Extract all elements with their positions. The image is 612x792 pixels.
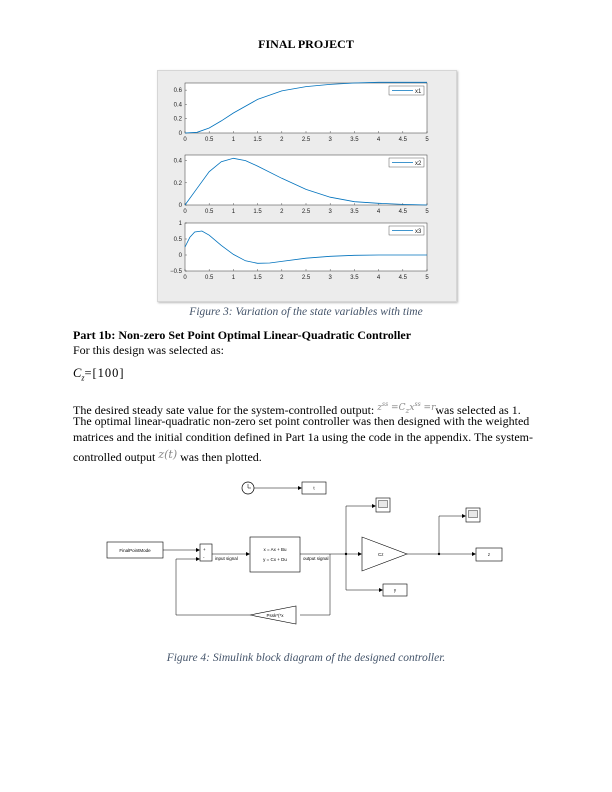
steady-state-equation: zss =Czxss =r — [377, 401, 436, 415]
state-space-eq1: x = Ax + Bu — [263, 547, 287, 552]
state-space-eq2: y = Cx + Du — [263, 557, 287, 562]
subplot-3-ytick-label: 0 — [178, 253, 182, 259]
subplot-2-legend-label: x2 — [415, 161, 422, 167]
subplot-1-xtick-label: 0.5 — [205, 137, 214, 143]
subplot-3-xtick-label: 4 — [376, 275, 381, 281]
section-heading: Part 1b: Non-zero Set Point Optimal Linear-Quadratic Controller — [73, 328, 412, 342]
subplot-3-xtick-label: 3.5 — [350, 275, 359, 281]
feedback-gain-label: Pssk*(*x — [266, 613, 284, 618]
step-block-label: FinalPointMode — [119, 548, 151, 553]
subplot-1-xtick-label: 2 — [280, 137, 284, 143]
subplot-1-ytick-label: 0.2 — [173, 116, 182, 123]
subplot-2-xtick-label: 0.5 — [205, 209, 214, 215]
subplot-2-xtick-label: 1.5 — [253, 209, 262, 215]
cz-equation — [73, 366, 125, 383]
figure3-caption: Figure 3: Variation of the state variables with time — [189, 306, 423, 318]
subplot-3-xtick-label: 4.5 — [398, 275, 407, 281]
subplot-2-xtick-label: 1 — [231, 209, 236, 215]
subplot-2-xtick-label: 4 — [376, 209, 381, 215]
section-intro: For this design was selected as: — [73, 343, 224, 357]
subplot-3-legend-label: x3 — [415, 229, 422, 235]
subplot-2-ytick-label: 0 — [178, 203, 182, 209]
state-space-block — [250, 537, 300, 572]
subplot-2-ytick-label: 0.2 — [173, 180, 182, 187]
subplot-1-xtick-label: 1.5 — [253, 137, 262, 143]
subplot-1-xtick-label: 4 — [376, 137, 381, 143]
subplot-2-xtick-label: 2 — [280, 209, 284, 215]
output-equation: z(t) — [158, 448, 178, 461]
subplot-2-xtick-label: 3 — [328, 209, 332, 215]
subplot-3-ytick-label: 1 — [178, 221, 182, 227]
subplot-2-xtick-label: 0 — [183, 209, 187, 215]
subplot-2-xtick-label: 3.5 — [350, 209, 359, 215]
cz-gain-block — [362, 537, 407, 571]
subplot-1-xtick-label: 3.5 — [350, 137, 359, 143]
subplot-2-ytick-label: 0.4 — [173, 158, 182, 165]
subplot-1-ytick-label: 0.6 — [173, 88, 182, 95]
subplot-1-xtick-label: 3 — [328, 137, 332, 143]
to-workspace-t-label: t — [313, 485, 315, 491]
body-line-3: matrices and the initial condition defined in Part 1a using the code in the appendix. The system- — [73, 430, 533, 444]
cz-gain-label: Cz — [378, 552, 384, 557]
subplot-1-xtick-label: 5 — [425, 137, 429, 143]
sum-plus: + — [203, 547, 206, 552]
to-workspace-y-label: y — [393, 587, 397, 593]
body-line-4-pre: controlled output — [73, 450, 156, 464]
subplot-3-ytick-label: 0.5 — [173, 237, 182, 243]
subplot-1-legend-label: x1 — [415, 89, 422, 95]
subplot-1-ytick-label: 0 — [178, 131, 182, 137]
subplot-3-xtick-label: 2 — [280, 275, 284, 281]
cz-subscript: z — [81, 373, 85, 383]
subplot-3-xtick-label: 2.5 — [301, 275, 311, 281]
figure3-plots — [158, 71, 456, 301]
body-line-1-post: was selected as 1. — [435, 403, 521, 417]
subplot-1-xtick-label: 0 — [183, 137, 187, 143]
cz-value: =[100] — [84, 366, 125, 380]
subplot-3-ytick-label: −0.5 — [170, 269, 182, 275]
subplot-1-xtick-label: 4.5 — [398, 137, 407, 143]
subplot-2-xtick-label: 4.5 — [398, 209, 407, 215]
figure3-frame — [157, 70, 457, 302]
figure4-caption: Figure 4: Simulink block diagram of the designed controller. — [166, 652, 446, 664]
subplot-1-xtick-label: 2.5 — [301, 137, 311, 143]
page-header-title: FINAL PROJECT — [258, 37, 354, 51]
output-signal-label: output signal — [303, 556, 329, 561]
subplot-3-xtick-label: 0.5 — [205, 275, 214, 281]
subplot-2-xtick-label: 5 — [425, 209, 429, 215]
body-line-2: The optimal linear-quadratic non-zero set point controller was then designed with the weighted — [73, 414, 530, 428]
body-line-4-post: was then plotted. — [180, 450, 262, 464]
body-line-1-pre: The desired steady sate value for the system-controlled output: — [73, 403, 375, 417]
subplot-3-xtick-label: 1.5 — [253, 275, 262, 281]
input-signal-label: input signal — [215, 556, 238, 561]
body-line-4 — [73, 447, 540, 465]
subplot-1-xtick-label: 1 — [231, 137, 236, 143]
subplot-2-xtick-label: 2.5 — [301, 209, 311, 215]
simulink-diagram — [100, 478, 510, 633]
sum-block — [200, 544, 212, 561]
subplot-3-xtick-label: 1 — [231, 275, 236, 281]
to-workspace-z-label: z — [487, 552, 491, 557]
subplot-1-ytick-label: 0.4 — [173, 102, 182, 109]
subplot-3-xtick-label: 3 — [328, 275, 332, 281]
cz-symbol: C — [73, 366, 82, 380]
subplot-3-xtick-label: 0 — [183, 275, 187, 281]
subplot-3-xtick-label: 5 — [425, 275, 429, 281]
sum-minus: - — [203, 555, 205, 560]
